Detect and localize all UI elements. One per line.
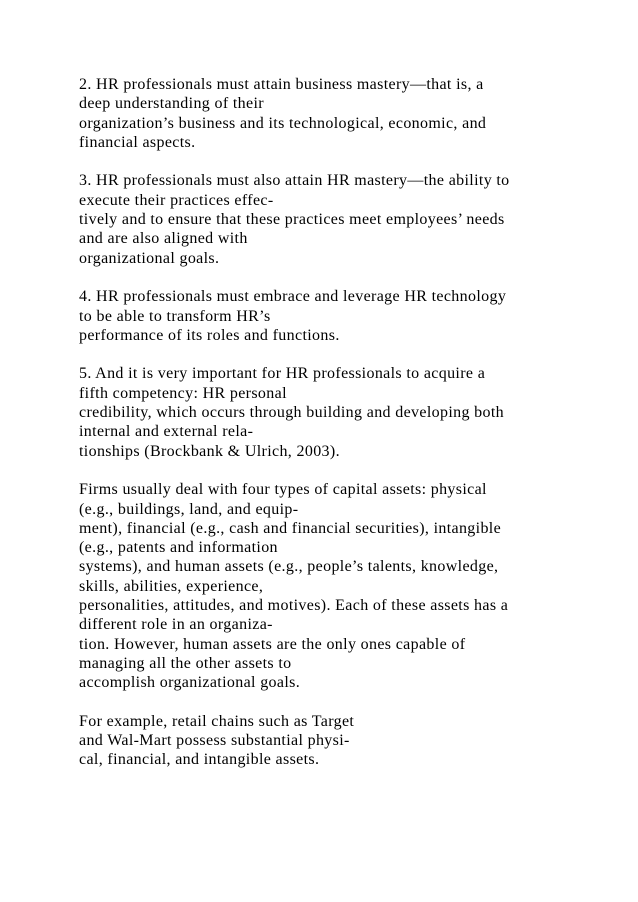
text-line: tion. However, human assets are the only ones capable of [79, 635, 466, 653]
text-line: financial aspects. [79, 133, 196, 151]
text-line: 2. HR professionals must attain business mastery—that is, a [79, 76, 484, 93]
text-line: performance of its roles and functions. [79, 326, 340, 344]
paragraph-business-mastery [79, 75, 619, 152]
paragraph-capital-assets [79, 480, 619, 692]
text-line: For example, retail chains such as Target [79, 712, 355, 730]
text-line: tionships (Brockbank & Ulrich, 2003). [79, 442, 340, 460]
text-line: 4. HR professionals must embrace and leverage HR technology [79, 288, 507, 306]
text-line: organizational goals. [79, 249, 220, 267]
text-line: fifth competency: HR personal [79, 384, 287, 402]
text-line: to be able to transform HR’s [79, 307, 271, 325]
text-line: Firms usually deal with four types of capital assets: physical [79, 481, 487, 499]
text-line: and are also aligned with [79, 230, 248, 248]
text-line: deep understanding of their [79, 95, 264, 113]
text-line: skills, abilities, experience, [79, 577, 264, 595]
text-line: internal and external rela- [79, 423, 254, 441]
text-line: (e.g., patents and information [79, 539, 278, 557]
document-body [79, 75, 619, 789]
text-line: ment), financial (e.g., cash and financial securities), intangible [79, 519, 502, 537]
text-line: credibility, which occurs through building and developing both [79, 404, 505, 422]
text-line: tively and to ensure that these practices meet employees’ needs [79, 211, 505, 229]
paragraph-retail-example [79, 712, 619, 770]
text-line: 5. And it is very important for HR professionals to acquire a [79, 365, 486, 383]
text-line: systems), and human assets (e.g., people’s talents, knowledge, [79, 558, 499, 576]
text-line: and Wal-Mart possess substantial physi- [79, 732, 350, 750]
paragraph-hr-mastery [79, 171, 619, 267]
text-line: 3. HR professionals must also attain HR mastery—the ability to [79, 172, 510, 190]
text-line: (e.g., buildings, land, and equip- [79, 500, 299, 518]
text-line: execute their practices effec- [79, 191, 274, 209]
text-line: cal, financial, and intangible assets. [79, 751, 320, 769]
text-line: personalities, attitudes, and motives). Each of these assets has a [79, 597, 509, 615]
text-line: different role in an organiza- [79, 616, 273, 634]
text-line: accomplish organizational goals. [79, 674, 301, 692]
text-line: organization’s business and its technological, economic, and [79, 114, 487, 132]
paragraph-personal-credibility [79, 364, 619, 460]
text-line: managing all the other assets to [79, 654, 292, 672]
paragraph-hr-technology [79, 287, 619, 345]
